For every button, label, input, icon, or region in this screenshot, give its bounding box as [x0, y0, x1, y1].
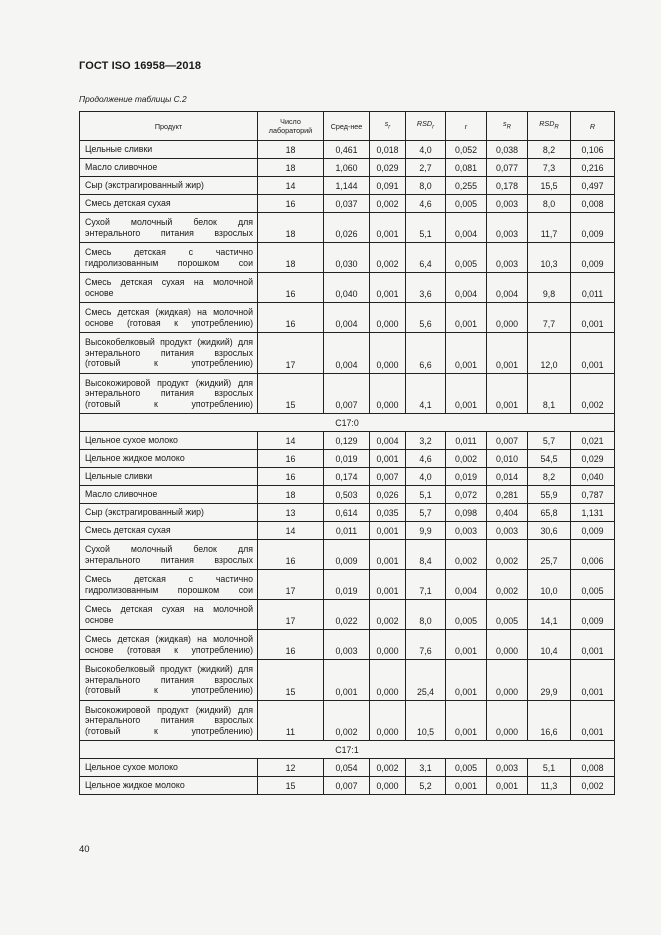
product-cell: Смесь детская сухая на молочной основе — [80, 273, 258, 303]
document-title: ГОСТ ISO 16958—2018 — [79, 60, 202, 72]
value-cell: 8,4 — [406, 540, 446, 570]
value-cell: 29,9 — [528, 660, 571, 701]
value-cell: 0,001 — [571, 303, 615, 333]
table-row — [80, 522, 615, 540]
value-cell: 16 — [258, 273, 324, 303]
value-cell: 0,007 — [487, 432, 528, 450]
value-cell: 0,038 — [487, 141, 528, 159]
header-label: r — [464, 121, 468, 131]
value-cell: 0,002 — [446, 540, 487, 570]
value-cell: 0,005 — [446, 600, 487, 630]
value-cell: 0,003 — [487, 195, 528, 213]
value-cell: 0,000 — [487, 303, 528, 333]
table-row — [80, 700, 615, 741]
header-subscript: R — [506, 124, 511, 131]
value-cell: 0,008 — [571, 195, 615, 213]
value-cell: 0,022 — [324, 600, 370, 630]
value-cell: 3,2 — [406, 432, 446, 450]
header-subscript: r — [388, 124, 391, 131]
header-mean — [324, 112, 370, 141]
value-cell: 0,004 — [324, 333, 370, 374]
value-cell: 0,000 — [487, 630, 528, 660]
section-row — [80, 741, 615, 759]
section-label: C17:0 — [80, 414, 615, 432]
value-cell: 4,1 — [406, 373, 446, 414]
value-cell: 0,077 — [487, 159, 528, 177]
value-cell: 5,7 — [528, 432, 571, 450]
value-cell: 9,9 — [406, 522, 446, 540]
value-cell: 0,004 — [446, 273, 487, 303]
value-cell: 10,0 — [528, 570, 571, 600]
product-cell: Цельные сливки — [80, 468, 258, 486]
value-cell: 0,007 — [324, 373, 370, 414]
product-cell: Смесь детская сухая — [80, 195, 258, 213]
value-cell: 0,019 — [324, 450, 370, 468]
value-cell: 0,030 — [324, 243, 370, 273]
value-cell: 0,002 — [370, 195, 406, 213]
product-cell: Высокобелковый продукт (жидкий) для энтерального питания взрослых (готовый к употреблению) — [80, 660, 258, 701]
table-row — [80, 504, 615, 522]
value-cell: 0,174 — [324, 468, 370, 486]
value-cell: 0,009 — [571, 213, 615, 243]
value-cell: 0,000 — [370, 303, 406, 333]
value-cell: 0,001 — [370, 540, 406, 570]
table-row — [80, 570, 615, 600]
table-row — [80, 213, 615, 243]
value-cell: 0,002 — [324, 700, 370, 741]
value-cell: 8,0 — [528, 195, 571, 213]
product-cell: Сыр (экстрагированный жир) — [80, 177, 258, 195]
value-cell: 5,1 — [528, 759, 571, 777]
value-cell: 0,004 — [446, 570, 487, 600]
value-cell: 15,5 — [528, 177, 571, 195]
value-cell: 0,003 — [487, 759, 528, 777]
value-cell: 11,3 — [528, 777, 571, 795]
value-cell: 3,1 — [406, 759, 446, 777]
value-cell: 0,001 — [571, 660, 615, 701]
value-cell: 0,497 — [571, 177, 615, 195]
product-cell: Сухой молочный белок для энтерального питания взрослых — [80, 540, 258, 570]
value-cell: 0,001 — [571, 630, 615, 660]
table-row — [80, 141, 615, 159]
product-cell: Цельное сухое молоко — [80, 432, 258, 450]
header-sR — [487, 112, 528, 141]
value-cell: 4,6 — [406, 195, 446, 213]
value-cell: 0,029 — [571, 450, 615, 468]
value-cell: 8,2 — [528, 468, 571, 486]
product-cell: Сухой молочный белок для энтерального питания взрослых — [80, 213, 258, 243]
value-cell: 0,003 — [487, 522, 528, 540]
value-cell: 0,787 — [571, 486, 615, 504]
value-cell: 0,000 — [370, 333, 406, 374]
value-cell: 13 — [258, 504, 324, 522]
value-cell: 0,007 — [370, 468, 406, 486]
value-cell: 14 — [258, 522, 324, 540]
value-cell: 0,000 — [487, 660, 528, 701]
header-R — [571, 112, 615, 141]
value-cell: 0,005 — [571, 570, 615, 600]
product-cell: Масло сливочное — [80, 159, 258, 177]
table-row — [80, 759, 615, 777]
value-cell: 0,404 — [487, 504, 528, 522]
value-cell: 18 — [258, 141, 324, 159]
value-cell: 0,002 — [370, 600, 406, 630]
value-cell: 5,1 — [406, 486, 446, 504]
value-cell: 0,011 — [571, 273, 615, 303]
product-cell: Цельные сливки — [80, 141, 258, 159]
table-row — [80, 333, 615, 374]
value-cell: 0,503 — [324, 486, 370, 504]
table-row — [80, 468, 615, 486]
product-cell: Масло сливочное — [80, 486, 258, 504]
value-cell: 0,461 — [324, 141, 370, 159]
value-cell: 0,014 — [487, 468, 528, 486]
value-cell: 0,004 — [487, 273, 528, 303]
value-cell: 0,009 — [324, 540, 370, 570]
value-cell: 0,098 — [446, 504, 487, 522]
value-cell: 11,7 — [528, 213, 571, 243]
value-cell: 0,002 — [571, 373, 615, 414]
value-cell: 12,0 — [528, 333, 571, 374]
value-cell: 18 — [258, 486, 324, 504]
value-cell: 8,2 — [528, 141, 571, 159]
value-cell: 0,001 — [487, 373, 528, 414]
value-cell: 0,037 — [324, 195, 370, 213]
table-row — [80, 373, 615, 414]
results-table — [79, 111, 615, 795]
table-row — [80, 777, 615, 795]
value-cell: 0,072 — [446, 486, 487, 504]
value-cell: 0,001 — [446, 660, 487, 701]
value-cell: 5,2 — [406, 777, 446, 795]
value-cell: 15 — [258, 777, 324, 795]
value-cell: 0,004 — [446, 213, 487, 243]
value-cell: 16 — [258, 540, 324, 570]
header-r — [446, 112, 487, 141]
value-cell: 17 — [258, 570, 324, 600]
value-cell: 0,001 — [571, 700, 615, 741]
value-cell: 16 — [258, 630, 324, 660]
value-cell: 14 — [258, 432, 324, 450]
value-cell: 6,6 — [406, 333, 446, 374]
value-cell: 0,018 — [370, 141, 406, 159]
value-cell: 0,002 — [487, 540, 528, 570]
value-cell: 0,000 — [370, 777, 406, 795]
value-cell: 0,040 — [324, 273, 370, 303]
value-cell: 16 — [258, 450, 324, 468]
value-cell: 0,002 — [571, 777, 615, 795]
value-cell: 0,002 — [487, 570, 528, 600]
value-cell: 16 — [258, 468, 324, 486]
value-cell: 0,021 — [571, 432, 615, 450]
value-cell: 12 — [258, 759, 324, 777]
header-labs — [258, 112, 324, 141]
value-cell: 6,4 — [406, 243, 446, 273]
page-number: 40 — [79, 844, 90, 855]
table-row — [80, 600, 615, 630]
value-cell: 5,6 — [406, 303, 446, 333]
header-label: Продукт — [154, 121, 183, 131]
value-cell: 0,052 — [446, 141, 487, 159]
value-cell: 0,001 — [571, 333, 615, 374]
value-cell: 7,6 — [406, 630, 446, 660]
value-cell: 11 — [258, 700, 324, 741]
value-cell: 0,002 — [370, 243, 406, 273]
product-cell: Высокожировой продукт (жидкий) для энтерального питания взрослых (готовый к употреблению) — [80, 700, 258, 741]
header-subscript: r — [432, 124, 435, 131]
value-cell: 0,001 — [446, 630, 487, 660]
value-cell: 0,091 — [370, 177, 406, 195]
value-cell: 8,0 — [406, 177, 446, 195]
value-cell: 4,6 — [406, 450, 446, 468]
table-row — [80, 450, 615, 468]
header-label: Число лабораторий — [268, 117, 313, 135]
value-cell: 0,004 — [324, 303, 370, 333]
value-cell: 0,129 — [324, 432, 370, 450]
product-cell: Смесь детская сухая на молочной основе — [80, 600, 258, 630]
value-cell: 0,005 — [446, 243, 487, 273]
header-label: RSD — [416, 119, 433, 129]
table-row — [80, 486, 615, 504]
value-cell: 0,001 — [487, 777, 528, 795]
value-cell: 0,002 — [370, 759, 406, 777]
value-cell: 0,001 — [370, 273, 406, 303]
product-cell: Смесь детская сухая — [80, 522, 258, 540]
product-cell: Высокожировой продукт (жидкий) для энтерального питания взрослых (готовый к употреблению) — [80, 373, 258, 414]
header-label: R — [589, 121, 596, 131]
value-cell: 15 — [258, 373, 324, 414]
product-cell: Цельное жидкое молоко — [80, 450, 258, 468]
product-cell: Смесь детская (жидкая) на молочной основе (готовая к употреблению) — [80, 303, 258, 333]
value-cell: 0,006 — [571, 540, 615, 570]
value-cell: 0,003 — [324, 630, 370, 660]
value-cell: 3,6 — [406, 273, 446, 303]
value-cell: 14,1 — [528, 600, 571, 630]
value-cell: 7,7 — [528, 303, 571, 333]
header-rsdR — [528, 112, 571, 141]
value-cell: 17 — [258, 333, 324, 374]
header-sr — [370, 112, 406, 141]
table-caption: Продолжение таблицы С.2 — [79, 94, 187, 104]
value-cell: 25,4 — [406, 660, 446, 701]
value-cell: 25,7 — [528, 540, 571, 570]
value-cell: 0,008 — [571, 759, 615, 777]
value-cell: 9,8 — [528, 273, 571, 303]
value-cell: 0,001 — [324, 660, 370, 701]
value-cell: 0,011 — [324, 522, 370, 540]
value-cell: 10,4 — [528, 630, 571, 660]
value-cell: 0,010 — [487, 450, 528, 468]
value-cell: 0,000 — [487, 700, 528, 741]
product-cell: Смесь детская с частично гидролизованным порошком сои — [80, 243, 258, 273]
value-cell: 0,001 — [446, 373, 487, 414]
value-cell: 18 — [258, 159, 324, 177]
value-cell: 0,054 — [324, 759, 370, 777]
value-cell: 0,281 — [487, 486, 528, 504]
value-cell: 0,001 — [446, 700, 487, 741]
value-cell: 54,5 — [528, 450, 571, 468]
table-row — [80, 303, 615, 333]
value-cell: 0,001 — [370, 570, 406, 600]
value-cell: 0,005 — [446, 195, 487, 213]
value-cell: 8,0 — [406, 600, 446, 630]
value-cell: 0,001 — [446, 777, 487, 795]
value-cell: 16 — [258, 195, 324, 213]
value-cell: 0,009 — [571, 600, 615, 630]
table-row — [80, 159, 615, 177]
value-cell: 0,178 — [487, 177, 528, 195]
value-cell: 0,003 — [487, 213, 528, 243]
value-cell: 0,081 — [446, 159, 487, 177]
value-cell: 0,001 — [370, 522, 406, 540]
product-cell: Цельное сухое молоко — [80, 759, 258, 777]
value-cell: 1,144 — [324, 177, 370, 195]
value-cell: 10,5 — [406, 700, 446, 741]
value-cell: 0,001 — [370, 213, 406, 243]
value-cell: 0,001 — [487, 333, 528, 374]
value-cell: 0,035 — [370, 504, 406, 522]
value-cell: 30,6 — [528, 522, 571, 540]
value-cell: 0,000 — [370, 373, 406, 414]
table-row — [80, 195, 615, 213]
value-cell: 5,1 — [406, 213, 446, 243]
value-cell: 0,026 — [324, 213, 370, 243]
value-cell: 0,001 — [446, 333, 487, 374]
table-header-row — [80, 112, 615, 141]
table-row — [80, 540, 615, 570]
table-row — [80, 273, 615, 303]
value-cell: 1,131 — [571, 504, 615, 522]
value-cell: 4,0 — [406, 141, 446, 159]
value-cell: 0,007 — [324, 777, 370, 795]
value-cell: 65,8 — [528, 504, 571, 522]
value-cell: 0,040 — [571, 468, 615, 486]
value-cell: 0,001 — [446, 303, 487, 333]
value-cell: 0,005 — [446, 759, 487, 777]
section-row — [80, 414, 615, 432]
value-cell: 2,7 — [406, 159, 446, 177]
value-cell: 0,011 — [446, 432, 487, 450]
product-cell: Высокобелковый продукт (жидкий) для энтерального питания взрослых (готовый к употреблению) — [80, 333, 258, 374]
value-cell: 0,019 — [446, 468, 487, 486]
value-cell: 0,106 — [571, 141, 615, 159]
value-cell: 0,614 — [324, 504, 370, 522]
section-label: C17:1 — [80, 741, 615, 759]
value-cell: 0,000 — [370, 630, 406, 660]
value-cell: 16,6 — [528, 700, 571, 741]
value-cell: 55,9 — [528, 486, 571, 504]
table-row — [80, 630, 615, 660]
value-cell: 0,000 — [370, 700, 406, 741]
value-cell: 0,009 — [571, 522, 615, 540]
table-body — [80, 141, 615, 795]
value-cell: 1,060 — [324, 159, 370, 177]
value-cell: 4,0 — [406, 468, 446, 486]
header-rsdr — [406, 112, 446, 141]
value-cell: 0,001 — [370, 450, 406, 468]
value-cell: 0,019 — [324, 570, 370, 600]
header-label: RSD — [539, 119, 555, 129]
product-cell: Смесь детская (жидкая) на молочной основе (готовая к употреблению) — [80, 630, 258, 660]
value-cell: 0,009 — [571, 243, 615, 273]
product-cell: Смесь детская с частично гидролизованным порошком сои — [80, 570, 258, 600]
value-cell: 18 — [258, 213, 324, 243]
value-cell: 0,005 — [487, 600, 528, 630]
value-cell: 0,002 — [446, 450, 487, 468]
value-cell: 18 — [258, 243, 324, 273]
value-cell: 8,1 — [528, 373, 571, 414]
header-label: s — [384, 119, 389, 129]
header-subscript: R — [554, 124, 559, 131]
value-cell: 14 — [258, 177, 324, 195]
table-row — [80, 243, 615, 273]
value-cell: 0,000 — [370, 660, 406, 701]
value-cell: 5,7 — [406, 504, 446, 522]
header-label: Сред-нее — [330, 121, 363, 131]
value-cell: 0,004 — [370, 432, 406, 450]
product-cell: Сыр (экстрагированный жир) — [80, 504, 258, 522]
value-cell: 0,003 — [446, 522, 487, 540]
table-row — [80, 177, 615, 195]
value-cell: 7,3 — [528, 159, 571, 177]
value-cell: 16 — [258, 303, 324, 333]
value-cell: 15 — [258, 660, 324, 701]
header-product — [80, 112, 258, 141]
header-label: s — [503, 119, 507, 129]
table-row — [80, 432, 615, 450]
value-cell: 10,3 — [528, 243, 571, 273]
value-cell: 0,216 — [571, 159, 615, 177]
value-cell: 0,003 — [487, 243, 528, 273]
value-cell: 0,026 — [370, 486, 406, 504]
value-cell: 7,1 — [406, 570, 446, 600]
value-cell: 0,029 — [370, 159, 406, 177]
value-cell: 0,255 — [446, 177, 487, 195]
value-cell: 17 — [258, 600, 324, 630]
table-row — [80, 660, 615, 701]
product-cell: Цельное жидкое молоко — [80, 777, 258, 795]
